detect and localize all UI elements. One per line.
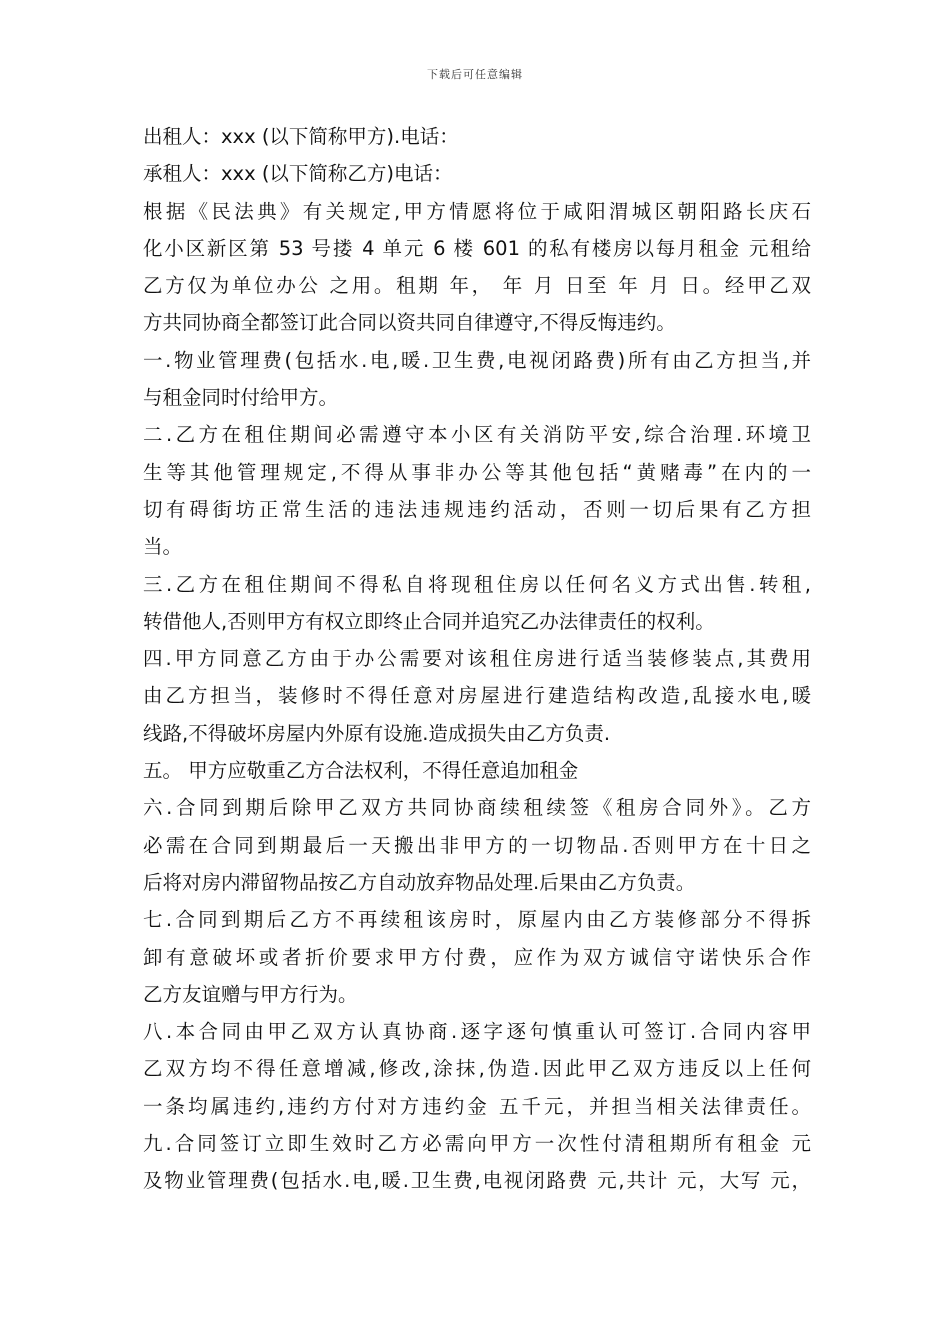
contract-line: 一条均属违约,违约方付对方违约金 五千元，并担当相关法律责任。 xyxy=(143,1094,811,1118)
header-note: 下载后可任意编辑 xyxy=(427,68,523,81)
contract-line: 线路,不得破坏房屋内外原有设施.造成损失由乙方负责. xyxy=(143,721,611,745)
contract-line: 方共同协商全都签订此合同以资共同自律遵守,不得反悔违约。 xyxy=(143,311,676,335)
contract-line: 九.合同签订立即生效时乙方必需向甲方一次性付清租期所有租金 元 xyxy=(143,1132,811,1156)
contract-line: 承租人：xxx (以下简称乙方)电话： xyxy=(143,162,453,186)
contract-line: 必需在合同到期最后一天搬出非甲方的一切物品.否则甲方在十日之 xyxy=(143,833,811,857)
contract-line: 八.本合同由甲乙双方认真协商.逐字逐句慎重认可签订.合同内容甲 xyxy=(143,1020,811,1044)
contract-line: 及物业管理费(包括水.电,暖.卫生费,电视闭路费 元,共计 元，大写 元， xyxy=(143,1169,811,1193)
contract-line: 五。 甲方应敬重乙方合法权利，不得任意追加租金 xyxy=(143,759,579,783)
contract-line: 转借他人,否则甲方有权立即终止合同并追究乙办法律责任的权利。 xyxy=(143,609,715,633)
contract-line: 当。 xyxy=(143,535,183,559)
contract-line: 与租金同时付给甲方。 xyxy=(143,386,339,410)
contract-line: 切有碍街坊正常生活的违法违规违约活动，否则一切后果有乙方担 xyxy=(143,497,811,521)
contract-line: 一.物业管理费(包括水.电,暖.卫生费,电视闭路费)所有由乙方担当,并 xyxy=(143,348,811,372)
contract-line: 由乙方担当，装修时不得任意对房屋进行建造结构改造,乱接水电,暖 xyxy=(143,684,811,708)
contract-line: 出租人：xxx (以下简称甲方).电话： xyxy=(143,125,459,148)
contract-line: 四.甲方同意乙方由于办公需要对该租住房进行适当装修装点,其费用 xyxy=(143,647,811,671)
contract-line: 后将对房内滞留物品按乙方自动放弃物品处理.后果由乙方负责。 xyxy=(143,870,696,894)
contract-line: 三.乙方在租住期间不得私自将现租住房以任何名义方式出售.转租, xyxy=(143,572,811,596)
contract-line: 七.合同到期后乙方不再续租该房时，原屋内由乙方装修部分不得拆 xyxy=(143,908,811,932)
contract-line: 生等其他管理规定,不得从事非办公等其他包括“黄赌毒”在内的一 xyxy=(143,460,811,484)
contract-line: 六.合同到期后除甲乙双方共同协商续租续签《租房合同外》。乙方 xyxy=(143,796,811,820)
contract-line: 乙双方均不得任意增减,修改,涂抹,伪造.因此甲乙双方违反以上任何 xyxy=(143,1057,811,1081)
contract-line: 乙方友谊赠与甲方行为。 xyxy=(143,982,358,1006)
contract-body xyxy=(143,118,811,1200)
contract-line: 二.乙方在租住期间必需遵守本小区有关消防平安,综合治理.环境卫 xyxy=(143,423,811,447)
contract-line: 根据《民法典》有关规定,甲方情愿将位于咸阳渭城区朝阳路长庆石 xyxy=(143,199,811,223)
contract-line: 化小区新区第 53 号搂 4 单元 6 楼 601 的私有楼房以每月租金 元租给 xyxy=(143,236,811,260)
contract-line: 卸有意破坏或者折价要求甲方付费，应作为双方诚信守诺快乐合作 xyxy=(143,945,811,969)
contract-line: 乙方仅为单位办公 之用。租期 年， 年 月 日至 年 月 日。经甲乙双 xyxy=(143,274,811,298)
